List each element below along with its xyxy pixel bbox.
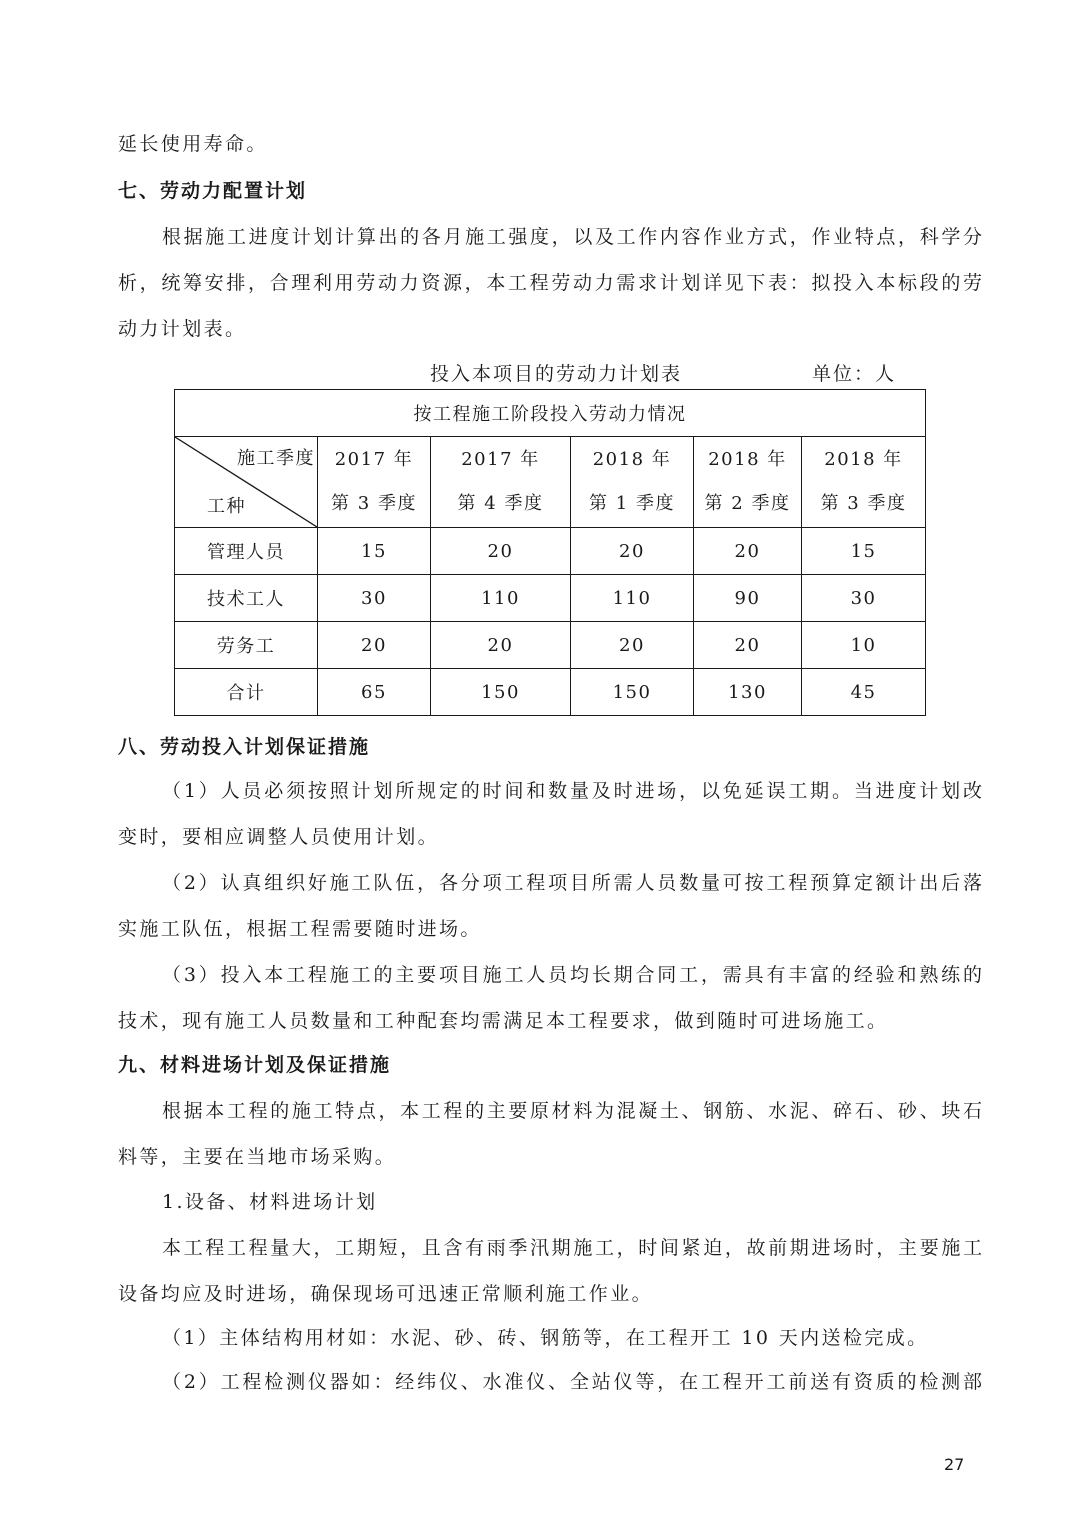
quarter-year: 2017 年 [334,449,414,470]
section-heading-7: 七、劳动力配置计划 [118,180,308,202]
table-cell: 110 [571,575,694,622]
row-label: 技术工人 [175,575,318,622]
paragraph-line: （1）人员必须按照计划所规定的时间和数量及时进场，以免延误工期。当进度计划改 [162,780,982,802]
paragraph-line: 本工程工程量大，工期短，且含有雨季汛期施工，时间紧迫，故前期进场时，主要施工 [162,1237,982,1259]
corner-bottom-label: 工种 [207,496,246,517]
quarter-label: 第 4 季度 [457,493,544,514]
quarter-label: 第 3 季度 [331,493,417,514]
table-cell: 45 [802,669,926,716]
table-cell: 30 [318,575,431,622]
table-cell: 20 [431,528,571,575]
table-unit: 单位：人 [812,363,897,385]
table-cell: 15 [802,528,926,575]
section-heading-8: 八、劳动投入计划保证措施 [118,736,371,758]
paragraph-line: 实施工队伍，根据工程需要随时进场。 [118,918,482,940]
corner-top-label: 施工季度 [237,448,315,469]
paragraph-line: （2）工程检测仪器如：经纬仪、水准仪、全站仪等，在工程开工前送有资质的检测部 [162,1371,982,1393]
table-cell: 20 [571,528,694,575]
table-cell: 150 [571,669,694,716]
table-cell: 20 [694,622,802,669]
row-label: 劳务工 [175,622,318,669]
row-label: 合计 [175,669,318,716]
table-cell: 110 [431,575,571,622]
table-cell: 65 [318,669,431,716]
paragraph-line: 动力计划表。 [118,318,247,340]
paragraph-line: （2）认真组织好施工队伍，各分项工程项目所需人员数量可按工程预算定额计出后落 [162,872,982,894]
quarter-year: 2018 年 [592,449,672,470]
table-row [175,575,926,622]
quarter-header [802,437,926,528]
paragraph-line: 析，统筹安排，合理利用劳动力资源，本工程劳动力需求计划详见下表：拟投入本标段的劳 [118,272,982,294]
table-row [175,528,926,575]
section-heading-9: 九、材料进场计划及保证措施 [118,1054,392,1076]
quarter-year: 2018 年 [708,449,787,470]
paragraph-line: 根据施工进度计划计算出的各月施工强度，以及工作内容作业方式，作业特点，科学分 [162,226,982,248]
table-row [175,669,926,716]
table-cell: 20 [694,528,802,575]
table-cell: 15 [318,528,431,575]
paragraph-line: 技术，现有施工人员数量和工种配套均需满足本工程要求，做到随时可进场施工。 [118,1010,889,1032]
paragraph-line: （3）投入本工程施工的主要项目施工人员均长期合同工，需具有丰富的经验和熟练的 [162,964,982,986]
paragraph-line: （1）主体结构用材如：水泥、砂、砖、钢筋等，在工程开工 10 天内送检完成。 [162,1327,929,1349]
quarter-label: 第 3 季度 [820,493,907,514]
quarter-year: 2017 年 [461,449,540,470]
paragraph-line: 延长使用寿命。 [118,133,268,155]
table-cell: 90 [694,575,802,622]
paragraph-line: 设备均应及时进场，确保现场可迅速正常顺利施工作业。 [118,1283,654,1305]
page-number: 27 [944,1455,965,1474]
quarter-year: 2018 年 [824,449,903,470]
quarter-header [571,437,694,528]
paragraph-line: 变时，要相应调整人员使用计划。 [118,826,440,848]
table-title: 按工程施工阶段投入劳动力情况 [175,390,926,437]
table-cell: 20 [431,622,571,669]
quarter-label: 第 1 季度 [589,493,675,514]
paragraph-line: 根据本工程的施工特点，本工程的主要原材料为混凝土、钢筋、水泥、碎石、砂、块石 [162,1100,982,1122]
table-cell: 20 [318,622,431,669]
paragraph-line: 料等，主要在当地市场采购。 [118,1146,397,1168]
quarter-header [431,437,571,528]
quarter-header [694,437,802,528]
row-label: 管理人员 [175,528,318,575]
table-corner-cell [175,437,318,528]
quarter-label: 第 2 季度 [704,493,791,514]
table-cell: 150 [431,669,571,716]
table-cell: 10 [802,622,926,669]
table-cell: 30 [802,575,926,622]
subsection-heading: 1.设备、材料进场计划 [162,1191,378,1213]
table-cell: 130 [694,669,802,716]
quarter-header [318,437,431,528]
labor-plan-table [174,389,926,716]
table-cell: 20 [571,622,694,669]
table-row [175,622,926,669]
table-caption: 投入本项目的劳动力计划表 [430,363,683,385]
